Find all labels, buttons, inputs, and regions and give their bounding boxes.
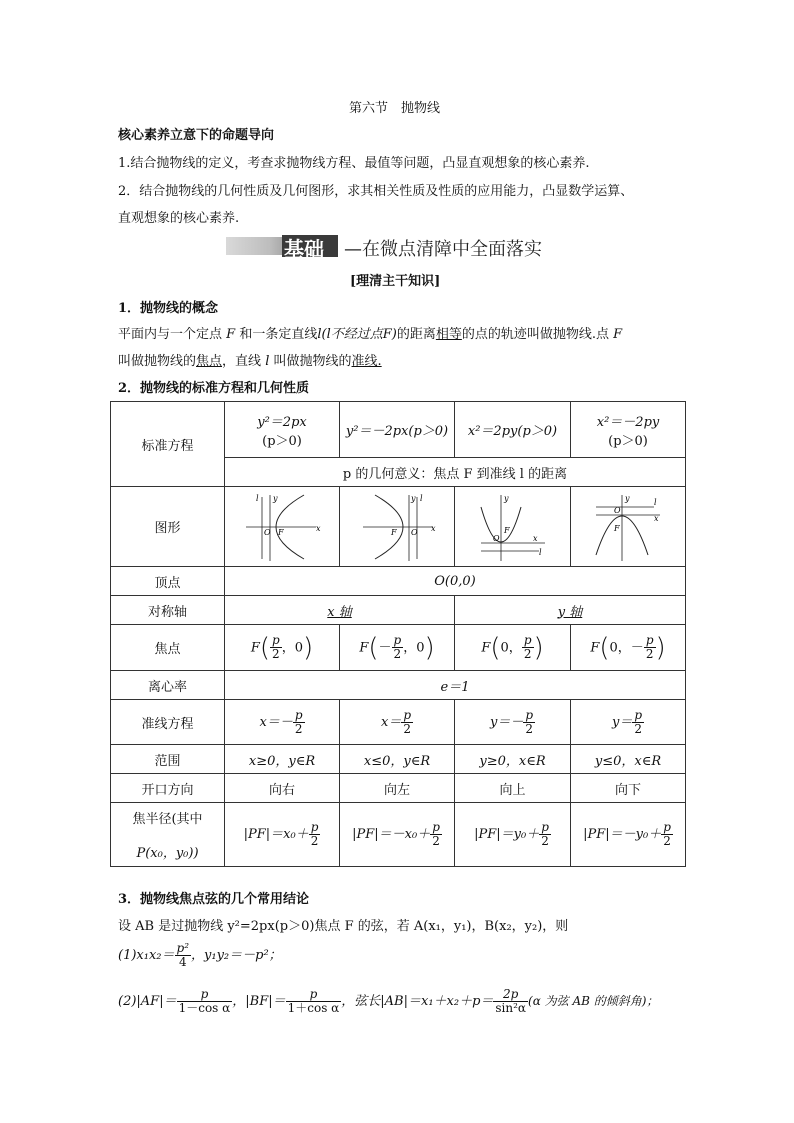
graph-left-o: O xyxy=(411,527,418,537)
open-down: 向下 xyxy=(571,774,686,803)
graph-down-cell xyxy=(571,487,686,567)
guide-heading: 核心素养立意下的命题导向 xyxy=(118,128,275,143)
rad-up xyxy=(455,803,571,867)
graph-left-f: F xyxy=(391,527,397,537)
frac-n: p xyxy=(663,820,671,834)
graph-down-f: F xyxy=(614,523,620,533)
c2-d2: 1＋cos α xyxy=(287,1001,340,1015)
eq-left xyxy=(340,402,455,458)
s1-t8: F xyxy=(613,327,623,342)
eq-up xyxy=(455,402,571,458)
graph-right-o: O xyxy=(264,527,271,537)
graph-left-x: x xyxy=(431,523,436,533)
frac-d: 2 xyxy=(523,647,532,661)
s1-t7: 的点的轨迹叫做抛物线.点 xyxy=(461,327,609,342)
frac-n: p xyxy=(432,820,440,834)
dir-right xyxy=(225,700,340,745)
row-vertex xyxy=(111,567,686,596)
graph-up-o: O xyxy=(492,533,500,543)
s3-heading: 3．抛物线焦点弦的几个常用结论 xyxy=(118,892,310,907)
focus-right-f: F xyxy=(250,640,260,655)
graph-up-l: l xyxy=(538,547,542,557)
frac-n: p xyxy=(272,633,280,647)
graph-up-x: x xyxy=(532,533,538,543)
c2-a: (2)|AF|＝ xyxy=(118,994,177,1009)
graph-left xyxy=(357,491,437,563)
graph-up-cell xyxy=(455,487,571,567)
rad-right-t: |PF|＝x₀＋ xyxy=(243,827,309,842)
s1-t3: 和一条定直线 xyxy=(239,327,318,342)
frac-d: 2 xyxy=(645,647,654,661)
s1-line-1 xyxy=(118,323,622,342)
s1-t14: 准线. xyxy=(351,354,382,369)
label-directrix: 准线方程 xyxy=(111,700,225,745)
label-radius-1: 焦半径(其中 xyxy=(132,812,203,827)
row-ecc xyxy=(111,671,686,700)
s1-heading: 1．抛物线的概念 xyxy=(118,301,219,316)
guide-item-1: 1.结合抛物线的定义，考查求抛物线方程、最值等问题，凸显直观想象的核心素养. xyxy=(118,156,590,171)
graph-down xyxy=(588,491,668,563)
c2-n1: p xyxy=(177,988,233,1002)
frac-n: p xyxy=(523,633,532,647)
rad-down xyxy=(571,803,686,867)
axis-x-cell xyxy=(225,596,455,625)
c2-n2: p xyxy=(286,988,342,1002)
graph-up xyxy=(473,491,553,563)
row-equation xyxy=(111,402,686,458)
open-left: 向左 xyxy=(340,774,455,803)
c1-a: (1)x₁x₂＝ xyxy=(118,948,175,963)
eq-right-b: (p＞0) xyxy=(262,433,302,449)
guide-item-2: 2．结合抛物线的几何性质及几何图形，求其相关性质及性质的应用能力，凸显数学运算、 xyxy=(118,184,634,199)
s1-t2: F xyxy=(226,327,236,342)
focus-up-frac xyxy=(522,634,534,661)
frac-n: p xyxy=(393,633,402,647)
open-right: 向右 xyxy=(225,774,340,803)
label-ecc: 离心率 xyxy=(111,671,225,700)
s1-t11: ，直线 xyxy=(222,354,262,369)
frac-d: 2 xyxy=(663,834,671,848)
row-graph xyxy=(111,487,686,567)
dir-up-t: y＝－ xyxy=(489,714,524,730)
frac-n: p xyxy=(403,707,412,722)
graph-left-cell xyxy=(340,487,455,567)
dir-left xyxy=(340,700,455,745)
ecc-value: e＝1 xyxy=(225,671,686,700)
eq-left-a: y²＝－2px(p＞0) xyxy=(345,424,449,439)
label-axis: 对称轴 xyxy=(111,596,225,625)
label-radius-2: P(x₀，y₀)) xyxy=(136,846,199,861)
rad-down-t: |PF|＝－y₀＋ xyxy=(583,827,662,842)
frac-d: 2 xyxy=(432,834,440,848)
c2-n3: 2p xyxy=(493,988,528,1002)
range-down: y≤0，x∈R xyxy=(571,745,686,774)
s2-heading: 2．抛物线的标准方程和几何性质 xyxy=(118,381,310,396)
dir-down xyxy=(571,700,686,745)
focus-right-frac xyxy=(270,634,282,661)
guide-item-2-cont: 直观想象的核心素养. xyxy=(118,211,240,226)
axis-y-cell xyxy=(455,596,686,625)
label-focus: 焦点 xyxy=(111,625,225,671)
focus-up: F(0， $\frac{p}{2}$ ) xyxy=(455,625,571,671)
focus-left-frac xyxy=(392,634,404,661)
axis-x: x 轴 xyxy=(327,604,352,620)
focus-down: F(0，－ $\frac{p}{2}$ ) xyxy=(571,625,686,671)
p-meaning: p 的几何意义：焦点 F 到准线 l 的距离 xyxy=(225,458,686,487)
graph-right-l: l xyxy=(256,493,259,503)
banner-word: 基础 xyxy=(284,237,324,261)
frac-n: p xyxy=(541,820,549,834)
row-directrix xyxy=(111,700,686,745)
label-graph: 图形 xyxy=(111,487,225,567)
c2-frac-3 xyxy=(493,988,528,1015)
focus-left-f: F xyxy=(359,640,369,655)
c2-e: (α 为弦 AB 的倾斜角)； xyxy=(528,994,659,1008)
s1-t1: 平面内与一个定点 xyxy=(118,327,223,342)
frac-d: 2 xyxy=(541,834,549,848)
label-range: 范围 xyxy=(111,745,225,774)
graph-left-l: l xyxy=(420,493,423,503)
eq-down xyxy=(571,402,686,458)
range-right: x≥0，y∈R xyxy=(225,745,340,774)
graph-down-o: O xyxy=(614,505,621,515)
c1-frac xyxy=(175,942,192,969)
graph-right-cell xyxy=(225,487,340,567)
graph-down-x: x xyxy=(654,513,659,523)
rad-left-t: |PF|＝－x₀＋ xyxy=(352,827,431,842)
page-title: 第六节 抛物线 xyxy=(349,101,441,116)
rad-left xyxy=(340,803,455,867)
s1-t4: l(l不经过点F) xyxy=(317,327,397,342)
frac-n: p xyxy=(525,707,534,722)
frac-n: p xyxy=(634,707,643,722)
row-range xyxy=(111,745,686,774)
label-equation: 标准方程 xyxy=(111,402,225,487)
s1-t9: 叫做抛物线的 xyxy=(118,354,197,369)
eq-down-b: (p＞0) xyxy=(608,433,648,449)
frac-d: 2 xyxy=(393,647,402,661)
graph-right-x: x xyxy=(316,523,321,533)
focus-right: F( $\frac{p}{2}$ ，0) xyxy=(225,625,340,671)
c2-c: ，弦长|AB|＝x₁＋x₂＋p＝ xyxy=(341,994,494,1009)
c2-d3: sin²α xyxy=(495,1001,527,1015)
dir-up xyxy=(455,700,571,745)
frac-d: 2 xyxy=(634,721,642,736)
label-vertex: 顶点 xyxy=(111,567,225,596)
dir-right-t: x＝－ xyxy=(259,714,293,730)
s1-line-2 xyxy=(118,350,382,369)
s3-conclusion-2 xyxy=(118,988,658,1015)
graph-right-f: F xyxy=(278,527,284,537)
frac-d: 2 xyxy=(310,834,319,848)
frac-d: 2 xyxy=(525,721,533,736)
row-opening xyxy=(111,774,686,803)
frac-d: 2 xyxy=(272,647,280,661)
row-focus xyxy=(111,625,686,671)
range-up: y≥0，x∈R xyxy=(455,745,571,774)
open-up: 向上 xyxy=(455,774,571,803)
basics-banner xyxy=(226,233,556,259)
c1-n: p² xyxy=(176,941,190,955)
s3-conclusion-1 xyxy=(118,942,282,969)
focus-left: F(－ $\frac{p}{2}$ ，0) xyxy=(340,625,455,671)
graph-down-y: y xyxy=(625,493,630,503)
dir-down-t: y＝ xyxy=(611,714,633,730)
frac-d: 2 xyxy=(294,721,303,736)
frac-n: p xyxy=(645,633,654,647)
c1-b: ，y₁y₂＝－p²； xyxy=(191,948,282,963)
s3-intro: 设 AB 是过抛物线 y²=2px(p＞0)焦点 F 的弦，若 A(x₁，y₁)，B(x₂，y₂)，则 xyxy=(118,919,569,934)
graph-right xyxy=(242,491,322,563)
eq-down-a: x²＝－2py xyxy=(596,414,660,430)
rad-up-t: |PF|＝y₀＋ xyxy=(474,827,540,842)
s1-t12: l xyxy=(265,354,270,369)
s1-t6: 相等 xyxy=(435,327,462,342)
banner-subtitle: —在微点清障中全面落实 xyxy=(344,239,542,260)
rad-right xyxy=(225,803,340,867)
vertex-value: O(0,0) xyxy=(225,567,686,596)
row-axis xyxy=(111,596,686,625)
s1-t5: 的距离 xyxy=(396,327,436,342)
label-radius xyxy=(111,803,225,867)
s1-t10: 焦点 xyxy=(196,354,223,369)
c2-b: ，|BF|＝ xyxy=(232,994,286,1009)
axis-y: y 轴 xyxy=(557,604,583,620)
focus-down-frac xyxy=(644,634,656,661)
c2-frac-2 xyxy=(286,988,342,1015)
c2-d1: 1－cos α xyxy=(178,1001,231,1015)
s1-t13: 叫做抛物线的 xyxy=(273,354,352,369)
eq-right xyxy=(225,402,340,458)
section-label: [理清主干知识] xyxy=(350,274,441,289)
eq-right-a: y²＝2px xyxy=(257,414,307,430)
focus-up-f: F xyxy=(481,640,491,655)
frac-n: p xyxy=(310,820,319,834)
frac-n: p xyxy=(294,707,303,722)
frac-d: 2 xyxy=(403,721,411,736)
graph-up-y: y xyxy=(503,493,509,503)
c2-frac-1 xyxy=(177,988,233,1015)
row-radius xyxy=(111,803,686,867)
focus-down-f: F xyxy=(590,640,600,655)
graph-down-l: l xyxy=(654,497,657,507)
label-opening: 开口方向 xyxy=(111,774,225,803)
c1-d: 4 xyxy=(178,955,187,969)
graph-right-y: y xyxy=(273,493,278,503)
parabola-table xyxy=(110,401,686,867)
graph-up-f: F xyxy=(503,525,510,535)
range-left: x≤0，y∈R xyxy=(340,745,455,774)
eq-up-a: x²＝2py(p＞0) xyxy=(467,424,558,439)
graph-left-y: y xyxy=(411,493,416,503)
dir-left-t: x＝ xyxy=(380,714,402,730)
